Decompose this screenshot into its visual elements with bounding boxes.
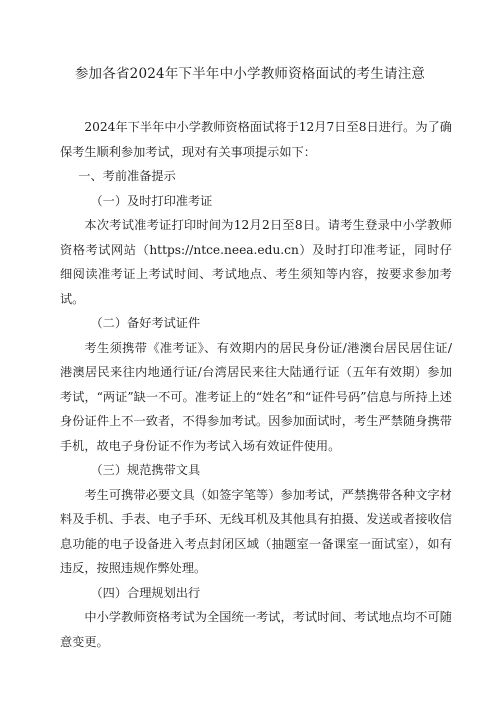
paragraph-exam-documents: 考生须携带《准考证》、有效期内的居民身份证/港澳台居民居住证/港澳居民来往内地通行证/台湾居民来往大陆通行证（五年有效期）参加考试，“两证”缺一不可。准考证上的“姓名”和“证件号码”信息与所持上述身份证件上不一致者，不得参加考试。因参加面试时，考生严禁随身携带手机，故电子身份证不作为考试入场有效证件使用。 [60, 340, 452, 453]
document-body [60, 115, 452, 654]
subsection-heading-admission-ticket: （一）及时打印准考证 [90, 193, 213, 208]
paragraph-travel-planning: 中小学教师资格考试为全国统一考试，考试时间、考试地点均不可随意变更。 [60, 610, 452, 649]
document-title: 参加各省2024年下半年中小学教师资格面试的考生请注意 [74, 66, 426, 82]
section-heading-preparation: 一、考前准备提示 [78, 169, 176, 183]
subsection-heading-stationery: （三）规范携带文具 [90, 463, 201, 477]
subsection-heading-exam-documents: （二）备好考试证件 [90, 316, 201, 330]
intro-paragraph: 2024年下半年中小学教师资格面试将于12月7日至8日进行。为了确保考生顺利参加考试，现对有关事项提示如下： [60, 120, 452, 159]
paragraph-admission-ticket: 本次考试准考证打印时间为12月2日至8日。请考生登录中小学教师资格考试网站（https://ntce.neea.edu.cn）及时打印准考证，同时仔细阅读准考证上考试时间、考试地点、考生须知等内容，按要求参加考试。 [60, 218, 452, 306]
subsection-heading-travel-planning: （四）合理规划出行 [90, 585, 201, 600]
paragraph-stationery: 考生可携带必要文具（如签字笔等）参加考试，严禁携带各种文字材料及手机、手表、电子手环、无线耳机及其他具有拍摄、发送或者接收信息功能的电子设备进入考点封闭区域（抽题室一备课室一面试室），如有违反，按照违规作弊处理。 [60, 487, 452, 575]
